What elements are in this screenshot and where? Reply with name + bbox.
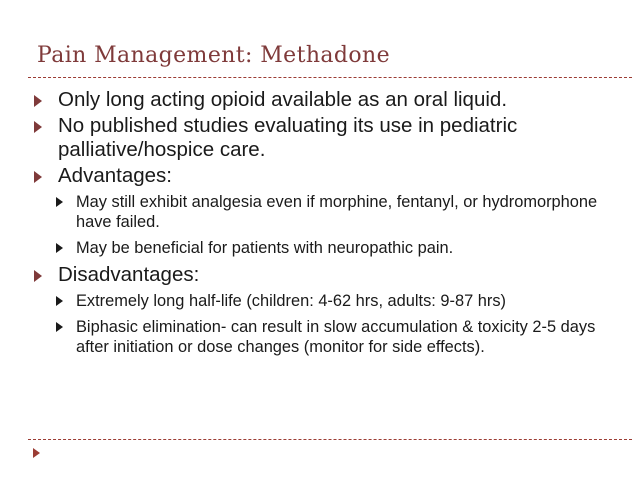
advantage-text: May be beneficial for patients with neuropathic pain.: [76, 239, 454, 257]
bullet-disadvantages: [34, 263, 614, 287]
bullet-text: No published studies evaluating its use in pediatric palliative/hospice care.: [58, 114, 518, 161]
advantage-item: [56, 238, 614, 258]
triangle-right-icon: [56, 243, 63, 253]
disadvantage-text: Biphasic elimination- can result in slow accumulation & toxicity 2-5 days after initiation or dose changes (monitor for side effects).: [76, 318, 596, 356]
disadvantage-item: [56, 317, 614, 357]
advantages-heading: Advantages:: [58, 164, 172, 187]
triangle-right-icon: [34, 121, 42, 133]
bullet-oral-liquid: [34, 88, 614, 112]
footer-divider: [28, 439, 632, 440]
bullet-advantages: [34, 164, 614, 188]
triangle-right-icon: [34, 270, 42, 282]
advantage-item: [56, 192, 614, 232]
triangle-right-icon: [56, 296, 63, 306]
triangle-right-icon: [56, 197, 63, 207]
slide-title: Pain Management: Methadone: [37, 43, 391, 68]
bullet-text: Only long acting opioid available as an oral liquid.: [58, 88, 508, 111]
slide-body: [34, 88, 614, 363]
triangle-right-icon: [56, 322, 63, 332]
triangle-right-icon: [34, 95, 42, 107]
disadvantage-text: Extremely long half-life (children: 4-62 hrs, adults: 9-87 hrs): [76, 292, 506, 310]
title-divider: [28, 77, 632, 78]
footer-triangle-icon: [33, 448, 40, 458]
triangle-right-icon: [34, 171, 42, 183]
disadvantage-item: [56, 291, 614, 311]
disadvantages-heading: Disadvantages:: [58, 263, 200, 286]
bullet-no-studies: [34, 114, 614, 162]
advantage-text: May still exhibit analgesia even if morphine, fentanyl, or hydromorphone have failed.: [76, 193, 598, 231]
